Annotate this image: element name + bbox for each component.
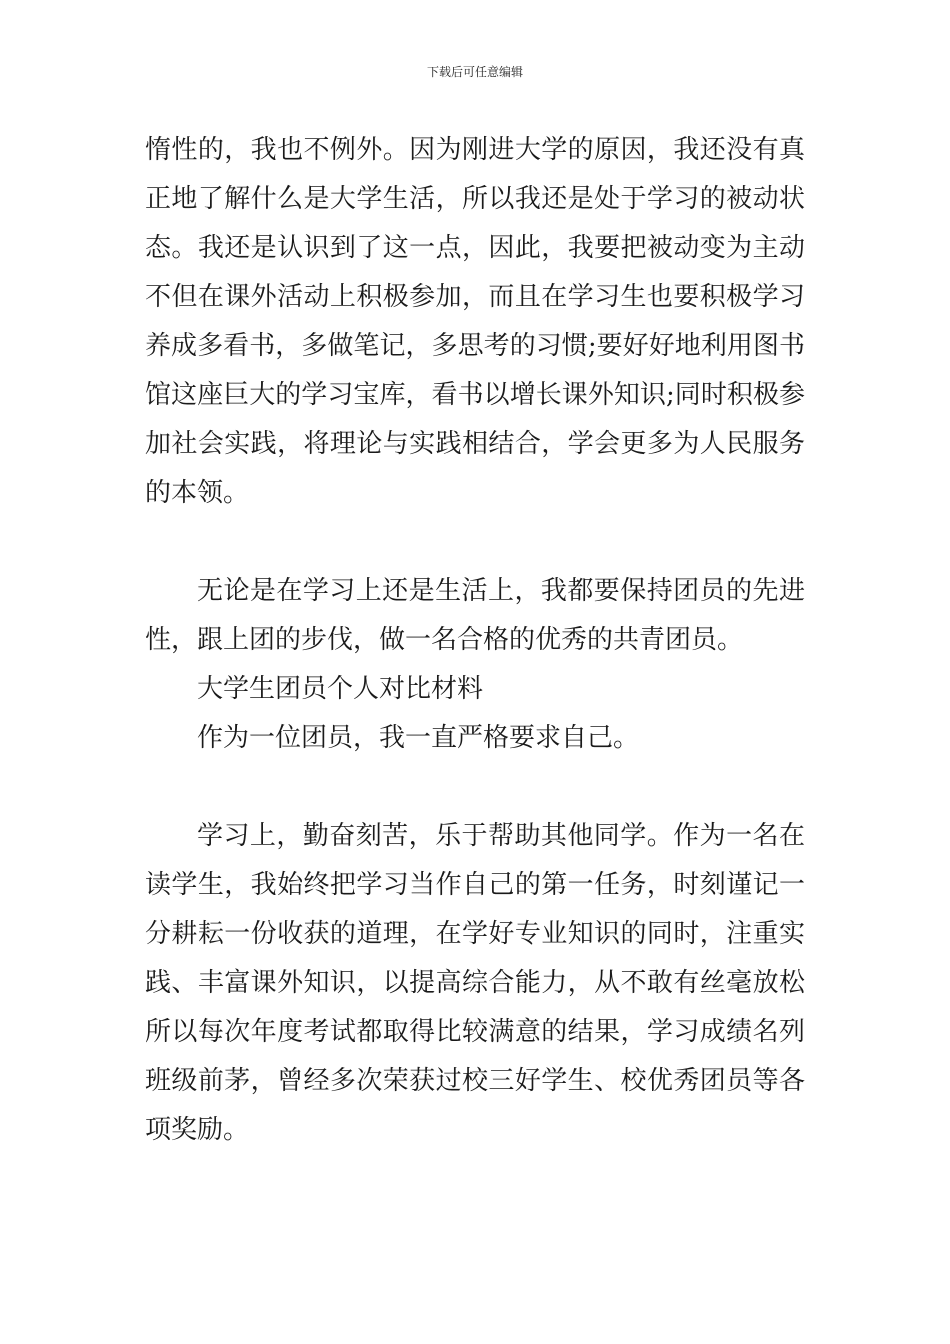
- paragraph-4: 学习上，勤奋刻苦，乐于帮助其他同学。作为一名在读学生，我始终把学习当作自己的第一任务，时刻谨记一分耕耘一份收获的道理，在学好专业知识的同时，注重实践、丰富课外知识，以提高综合能力，从不敢有丝毫放松所以每次年度考试都取得比较满意的结果，学习成绩名列班级前茅，曾经多次荣获过校三好学生、校优秀团员等各项奖励。: [145, 821, 805, 1145]
- document-body: [145, 126, 805, 1155]
- section-heading: 大学生团员个人对比材料: [197, 674, 484, 704]
- paragraph-gap: [145, 763, 805, 812]
- paragraph-1: 惰性的，我也不例外。因为刚进大学的原因，我还没有真正地了解什么是大学生活，所以我还是处于学习的被动状态。我还是认识到了这一点，因此，我要把被动变为主动不但在课外活动上积极参加，而且在学习生也要积极学习养成多看书，多做笔记，多思考的习惯;要好好地利用图书馆这座巨大的学习宝库，看书以增长课外知识;同时积极参加社会实践，将理论与实践相结合，学会更多为人民服务的本领。: [145, 135, 805, 508]
- paragraph-gap: [145, 518, 805, 567]
- paragraph-2: 无论是在学习上还是生活上，我都要保持团员的先进性，跟上团的步伐，做一名合格的优秀的共青团员。: [145, 576, 805, 655]
- paragraph-3: 作为一位团员，我一直严格要求自己。: [197, 723, 640, 753]
- page-header: 下载后可任意编辑: [426, 65, 523, 79]
